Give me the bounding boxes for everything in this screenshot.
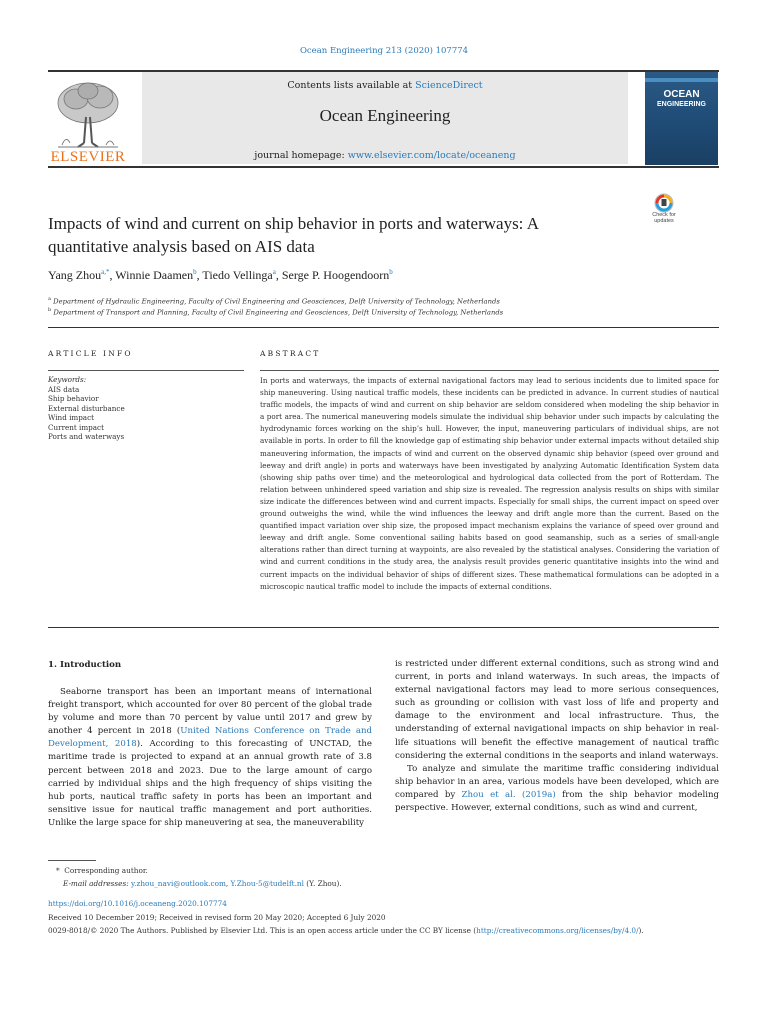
keyword-item: Wind impact: [48, 413, 94, 422]
email-link-2[interactable]: Y.Zhou-5@tudelft.nl: [230, 879, 304, 888]
received-dates: Received 10 December 2019; Received in revised form 20 May 2020; Accepted 6 July 2020: [48, 913, 386, 922]
body-column-right: [395, 658, 719, 815]
author-sup[interactable]: b: [389, 268, 393, 276]
author-name[interactable]: Winnie Daamen: [115, 268, 194, 282]
license-link[interactable]: http://creativecommons.org/licenses/by/4.0/: [476, 926, 639, 935]
author-sup[interactable]: a: [272, 268, 276, 276]
journal-cover-image[interactable]: [645, 72, 718, 165]
keyword-item: Current impact: [48, 422, 104, 432]
author-sup[interactable]: a,*: [101, 268, 110, 276]
intro-paragraph-1: Seaborne transport has been an important means of international freight transport, which accounted for over 80 percent of the global trade by volume and more than 70 percent by value until 2017 and grew by another 4 percent in 2018 (United Nations Conference on Trade and Development, 2018). According to this forecasting of UNCTAD, the maritime trade is projected to expand at an annual growth rate of 3.8 percent between 2018 and 2023. Due to the large amount of cargo carried by individual ships and the high frequency of ships visiting the hub ports, nautical traffic safety in ports has been an important and sensitive issue for nautical traffic management and port authorities. Unlike the large space for ship maneuvering at sea, the maneuverability: [48, 687, 372, 828]
elsevier-logo[interactable]: [48, 77, 128, 163]
keyword-item: Ports and waterways: [48, 432, 125, 441]
article-title: Impacts of wind and current on ship behavior in ports and waterways: A quantitative analysis based on AIS data: [48, 214, 539, 256]
keyword-item: AIS data: [48, 384, 80, 394]
affiliation-a: $^a$ Department of Hydraulic Engineering, Faculty of Civil Engineering and Geosciences, Delft University of Technology, Netherlands: [48, 296, 500, 306]
elsevier-wordmark: ELSEVIER: [50, 149, 126, 165]
sciencedirect-link[interactable]: ScienceDirect: [415, 80, 483, 91]
corresponding-author-note: * Corresponding author.: [56, 866, 148, 875]
check-updates-icon: [646, 192, 682, 214]
intro-paragraph-1-cont: is restricted under different external conditions, such as strong wind and current, in ports and inland waterways. In such areas, the impacts of external navigational factors may lead to more serious consequences, such as grounding or collision with vast loss of life and property and damage to the environment and local infrastructure. Thus, the understanding of external navigational impacts on ship behavior in real-life situations will benefit the effective management of nautical traffic considering the external conditions in the seaports and inland waterways.: [395, 659, 719, 761]
footnote-rule: [48, 860, 96, 861]
abstract-text: In ports and waterways, the impacts of external navigational factors may lead to serious incidents due to limited space for ship maneuvering. Using nautical traffic models, these incidents can be predicted in advance. In current studies of nautical traffic models, the impacts of wind and current on ship behavior are seldom considered when modeling the ship behavior in a port area. The numerical maneuvering models simulate the individual ship behavior under such impacts by calculating the hydrodynamic forces working on the ship’s hull. However, the input, maneuvering particulars of individual ships, are not available in ports. In order to fill the knowledge gap of estimating ship behavior under external impacts without detailed ship maneuvering information, the impacts of wind and current on the observed dynamic ship behavior (speed over ground and leeway and drift angle) in ports and waterways have been investigated by analyzing Automatic Identification System data (showing ship paths over time) and the meteorological and hydrological data collected from the port of Rotterdam. The relation between unhindered speed variation and ship size is revealed. The regression analysis results on ships with similar size indicate the differences between wind and current impacts. Especially for small ships, the current impact on speed over ground outweighs the wind, while the wind influences the leeway and drift angle more than the current. Based on the quantified impact variation over ship size, the proposed impact mechanism explains the variance of speed over ground and leeway and drift angle. Some conventional sailing habits based on good seamanship, such as a series of small-angle alterations rather than direct turning at waypoints, are also revealed by the statistical analyses. Considering the variation of wind and current conditions in the study area, the analysis result provides generic quantitative insights into the wind and current impacts on the individual behavior of ships of different sizes. These mathematical formulations can be adopted in a microscopic nautical traffic model to include the impacts of external conditions.: [260, 376, 719, 591]
email-link-1[interactable]: y.zhou_navi@outlook.com: [131, 879, 226, 888]
citation-link-unctad[interactable]: United Nations Conference on Trade and Development, 2018: [48, 726, 372, 750]
body-column-left: [48, 686, 372, 830]
journal-reference-link[interactable]: Ocean Engineering 213 (2020) 107774: [299, 46, 469, 56]
abstract-rule: [260, 370, 719, 371]
contents-prefix: Contents lists available at: [287, 80, 416, 91]
email-addresses: E-mail addresses: y.zhou_navi@outlook.com, Y.Zhou-5@tudelft.nl (Y. Zhou).: [63, 879, 342, 888]
affiliation-b: $^b$ Department of Transport and Planning, Faculty of Civil Engineering and Geosciences, Delft University of Technology, Netherlands: [48, 307, 504, 317]
keyword-item: External disturbance: [48, 403, 125, 413]
author-name[interactable]: Yang Zhou: [48, 268, 102, 282]
author-sup[interactable]: b: [193, 268, 197, 276]
keyword-item: Ship behavior: [48, 394, 99, 403]
doi-link[interactable]: https://doi.org/10.1016/j.oceaneng.2020.107774: [48, 899, 227, 908]
check-updates-label: Check for updates: [652, 212, 676, 224]
citation-link-zhou[interactable]: Zhou et al. (2019a): [461, 789, 556, 800]
homepage-line: [142, 150, 628, 161]
introduction-heading: 1. Introduction: [48, 660, 122, 670]
elsevier-tree-icon: [48, 77, 128, 149]
article-info-heading: ARTICLE INFO: [48, 349, 133, 358]
license-line: 0029-8018/© 2020 The Authors. Published by Elsevier Ltd. This is an open access article under the CC BY license (http://creativecommons.org/licenses/by/4.0/).: [48, 926, 644, 935]
homepage-prefix: journal homepage:: [254, 150, 348, 161]
journal-header-box: [142, 72, 628, 164]
abstract-bottom-rule: [48, 627, 719, 628]
affiliation-rule: [48, 327, 719, 328]
intro-paragraph-2: To analyze and simulate the maritime traffic considering individual ship behavior in an area, various models have been developed, which are compared by Zhou et al. (2019a) from the ship behavior modeling perspective. However, external conditions, such as wind and current,: [395, 763, 719, 814]
author-list: Yang Zhou$^{a,*}$, Winnie Daamen$^b$, Tiedo Vellinga$^a$, Serge P. Hoogendoorn$^b$: [48, 268, 393, 282]
journal-homepage-link[interactable]: www.elsevier.com/locate/oceaneng: [347, 150, 516, 161]
article-info-rule: [48, 370, 244, 371]
abstract-heading: ABSTRACT: [260, 349, 321, 358]
author-name[interactable]: Serge P. Hoogendoorn: [281, 268, 390, 282]
check-for-updates-button[interactable]: [646, 192, 682, 228]
keywords-block: [48, 375, 244, 442]
cover-band: [645, 78, 718, 82]
journal-name: Ocean Engineering: [319, 106, 451, 125]
cover-title: OCEAN ENGINEERING: [656, 89, 706, 108]
header-bottom-rule: [48, 166, 719, 168]
keywords-label: Keywords:: [48, 375, 87, 384]
author-name[interactable]: Tiedo Vellinga: [202, 268, 273, 282]
contents-line: [142, 80, 628, 91]
